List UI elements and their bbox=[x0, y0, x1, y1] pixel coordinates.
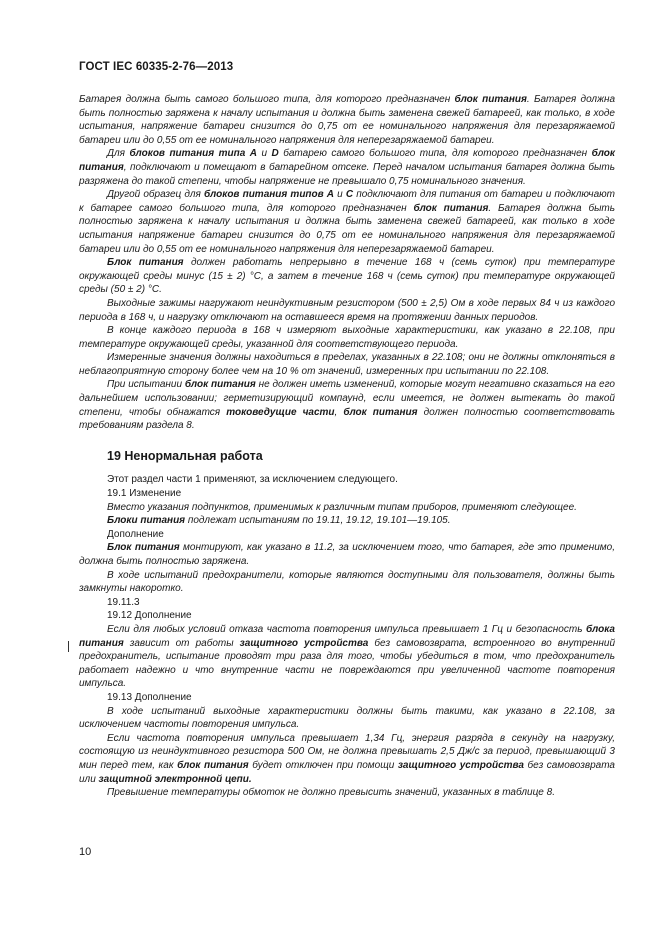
paragraph-fault-conditions: Если для любых условий отказа частота повторения импульса превышает 1 Гц и безопасность блока питания зависит от работы защитного устройства без самовозврата, встроенного во внутренний предохранитель, испытание проводят три раза для того, чтобы убедиться в том, что предохранитель работает надежно и что внутренние части не повреждаются при увеличенной частоте повторения импульса. bbox=[79, 623, 615, 690]
paragraph-supply-types-a-c: Другой образец для блоков питания типов A и C подключают для питания от батареи и подключают к батарее самого большого типа, для которого предназначен блок питания. Батарея должна быть полностью заряжена к началу испытания и должна быть заменена свежей батареей, как только в ходе испытания напряжение батареи снизится до 0,75 от ее номинального напряжения для перезаряжаемой батареи или до 0,55 от ее номинального напряжения для неперезаряжаемой батареи. bbox=[79, 189, 616, 255]
paragraph-pulse-frequency: Если частота повторения импульса превышает 1,34 Гц, энергия разряда в секунду на нагрузку, состоящую из неиндуктивного резистора 500 Ом, не должна превышать 2,5 Дж/с за период, превышающий 3 мин перед тем, как блок питания будет отключен при помощи защитного устройства без самовозврата или защитной электронной цепи. bbox=[79, 732, 615, 785]
paragraph-battery-type: Батарея должна быть самого большого типа, для которого предназначен блок питания. Батарея должна быть полностью заряжена к началу испытания и должна быть заменена свежей батареей, как только, в ходе испытания, напряжение батареи снизится до 0,75 от ее номинального напряжения для перезаряжаемой батареи или до 0,55 от ее номинального напряжения для неперезаряжаемой батареи. bbox=[79, 94, 616, 146]
page-number: 10 bbox=[79, 846, 92, 858]
paragraph-instead-of: Вместо указания подпунктов, применимых к различным типам приборов, применяют следующее. bbox=[107, 501, 577, 513]
section-title: 19 Ненормальная работа bbox=[107, 448, 263, 463]
paragraph-winding-temperature: Превышение температуры обмоток не должно превысить значений, указанных в таблице 8. bbox=[107, 787, 555, 799]
clause-19-12: 19.12 Дополнение bbox=[107, 610, 192, 622]
clause-19-13: 19.13 Дополнение bbox=[107, 691, 192, 703]
paragraph-no-changes: При испытании блок питания не должен иметь изменений, которые могут негативно сказаться на его дальнейшем использовании; герметизирующий компаунд, если имеется, не должен вытекать до такой степени, чтобы обнажатся токоведущие части, блок питания должен полностью соответствовать требованиям раздела 8. bbox=[79, 379, 615, 432]
clause-19-11-3: 19.11.3 bbox=[107, 596, 140, 608]
paragraph-output-characteristics: В ходе испытаний выходные характеристики должны быть такими, как указано в 22.108, за исключением частоты повторения импульса. bbox=[79, 705, 615, 731]
paragraph-fuses: В ходе испытаний предохранители, которые являются доступными для пользователя, должны быть замкнуты накоротко. bbox=[79, 569, 615, 595]
paragraph-tests-list: Блоки питания подлежат испытаниям по 19.11, 19.12, 19.101—19.105. bbox=[107, 515, 451, 527]
paragraph-mounting: Блок питания монтируют, как указано в 11.2, за исключением того, что батарея, где это применимо, должна быть полностью заряжена. bbox=[79, 542, 616, 567]
paragraph-output-terminals: Выходные зажимы нагружают неиндуктивным резистором (500 ± 2,5) Ом в ходе первых 84 ч из каждого периода в 168 ч, и нагрузку отключают на оставшееся время на протяжении данных периодов. bbox=[79, 297, 615, 323]
change-bar bbox=[68, 641, 69, 652]
addition-label: Дополнение bbox=[107, 528, 164, 540]
paragraph-measure-output: В конце каждого периода в 168 ч измеряют выходные характеристики, как указано в 22.108, при температуре окружающей среды, указанной для соответствующего периода. bbox=[79, 325, 615, 350]
clause-19-1: 19.1 Изменение bbox=[107, 488, 182, 500]
paragraph-section-intro: Этот раздел части 1 применяют, за исключением следующего. bbox=[107, 474, 398, 486]
paragraph-measured-values: Измеренные значения должны находиться в пределах, указанных в 22.108; они не должны отклоняться в неблагоприятную сторону более чем на 10 % от значений, измеренных при испытании по 22.108. bbox=[79, 352, 615, 377]
paragraph-supply-types-a-d: Для блоков питания типа A и D батарею самого большого типа, для которого предназначен блок питания, подключают и помещают в батарейном отсеке. Перед началом испытания батарея должна быть разряжена до такой степени, чтобы напряжение не превышало 0,75 номинального значения. bbox=[79, 148, 615, 187]
paragraph-continuous-operation: Блок питания должен работать непрерывно в течение 168 ч (семь суток) при температуре окружающей среды минус (15 ± 2) °C, а затем в течение 168 ч (семь суток) при температуре окружающей среды (50 ± 2) °C. bbox=[79, 257, 616, 296]
document-body bbox=[79, 93, 615, 800]
document-header: ГОСТ IEC 60335-2-76—2013 bbox=[79, 61, 234, 73]
